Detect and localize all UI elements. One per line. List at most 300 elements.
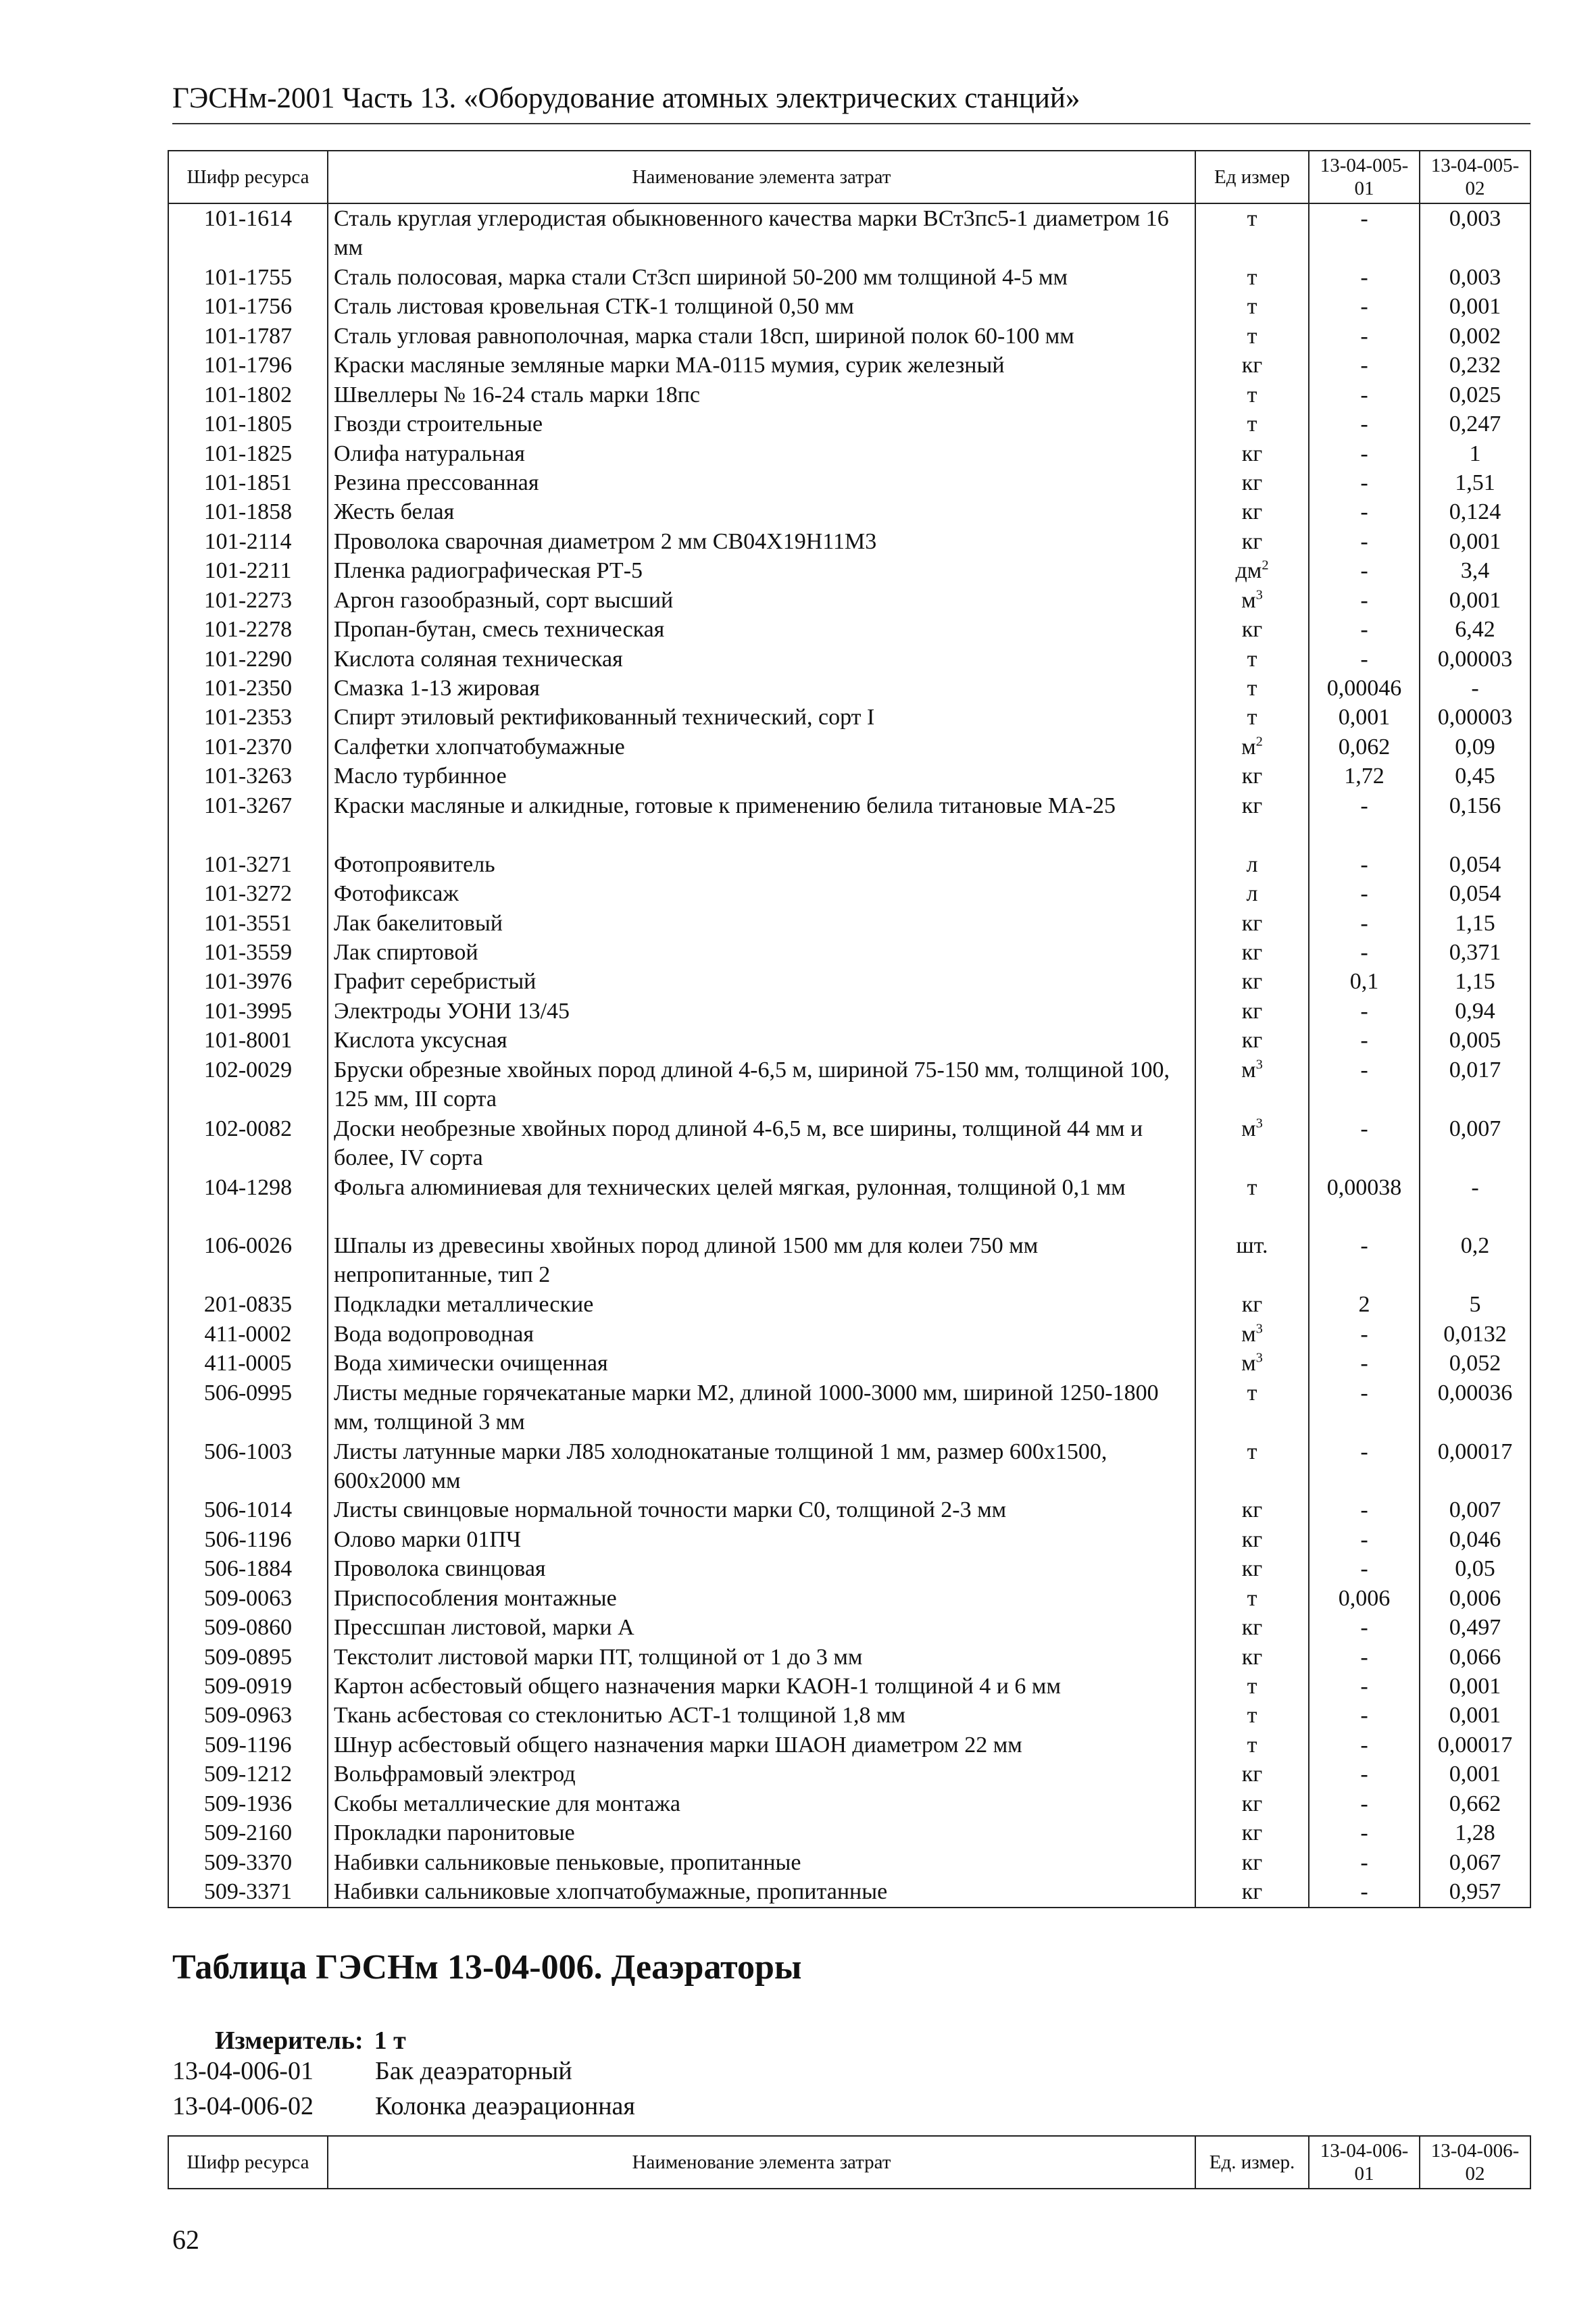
value-005-01-text: - (1360, 528, 1368, 554)
resource-code (168, 1877, 328, 1908)
resource-unit (1195, 615, 1309, 644)
value-005-02-text: 0,003 (1449, 264, 1501, 290)
resource-unit (1195, 909, 1309, 938)
resources-table-body (168, 203, 1530, 1908)
resource-unit-text: кг (1241, 969, 1263, 995)
value-005-01 (1309, 1818, 1420, 1847)
table-row (168, 967, 1530, 996)
unit-exponent: 3 (1255, 1116, 1263, 1131)
value-005-01 (1309, 1114, 1420, 1173)
resource-code (168, 1290, 328, 1319)
value-005-01-text: - (1360, 1879, 1368, 1905)
resource-name (328, 409, 1195, 439)
table-row (168, 1173, 1530, 1232)
value-005-01-text: - (1360, 206, 1368, 231)
table-row (168, 439, 1530, 468)
value-005-01-text: - (1360, 1791, 1368, 1816)
table-row (168, 1525, 1530, 1554)
value-005-02-text: 0,001 (1449, 1762, 1501, 1787)
resource-unit-text: кг (1241, 1497, 1263, 1523)
resource-name (328, 1613, 1195, 1642)
unit-exponent: 2 (1255, 734, 1263, 749)
value-005-01 (1309, 380, 1420, 409)
resource-name-text: Листы латунные марки Л85 холоднокатаные толщиной 1 мм, размер 600х1500, 600х2000 мм (334, 1439, 1107, 1493)
value-005-02 (1420, 791, 1530, 850)
resource-unit-text: м (1241, 1351, 1256, 1376)
resource-name-text: Аргон газообразный, сорт высший (334, 587, 674, 613)
resource-code (168, 263, 328, 292)
resource-name (328, 1320, 1195, 1349)
value-005-01 (1309, 1643, 1420, 1672)
value-005-02-text: 0,156 (1449, 793, 1501, 818)
resource-name-text: Олифа натуральная (334, 441, 525, 466)
value-005-01-text: - (1360, 617, 1368, 643)
resource-code-text: 411-0002 (204, 1321, 292, 1347)
value-005-02 (1420, 1026, 1530, 1055)
value-005-01 (1309, 439, 1420, 468)
value-005-02 (1420, 1114, 1530, 1173)
resource-code-text: 509-0063 (203, 1585, 293, 1611)
value-005-02-text: 0,09 (1455, 734, 1495, 760)
resource-name (328, 1173, 1195, 1232)
table-row (168, 556, 1530, 585)
table-row (168, 1760, 1530, 1789)
value-005-01-text: - (1360, 353, 1368, 378)
resource-name-text: Пленка радиографическая РТ-5 (334, 558, 643, 584)
resource-name-text: Листы свинцовые нормальной точности марки С0, толщиной 2-3 мм (334, 1497, 1007, 1523)
resource-code-text: 101-2290 (203, 646, 293, 672)
resource-unit-text: л (1246, 881, 1258, 907)
header2-v1: 13-04-006-01 (1309, 2136, 1420, 2189)
table-row (168, 1320, 1530, 1349)
resource-name (328, 615, 1195, 644)
value-005-01-text: 2 (1358, 1292, 1370, 1318)
resource-name (328, 967, 1195, 996)
value-005-02-text: 3,4 (1460, 558, 1490, 584)
table-row (168, 732, 1530, 762)
value-005-01-text: - (1360, 1233, 1368, 1259)
value-005-02 (1420, 527, 1530, 556)
resource-name-text: Сталь полосовая, марка стали Ст3сп шириной 50-200 мм толщиной 4-5 мм (334, 264, 1068, 290)
resource-name-text: Вода водопроводная (334, 1321, 534, 1347)
table-row (168, 1554, 1530, 1583)
resource-code-text: 411-0005 (204, 1351, 292, 1376)
resource-code (168, 1320, 328, 1349)
value-005-01 (1309, 645, 1420, 674)
value-005-02 (1420, 1378, 1530, 1437)
resource-code (168, 586, 328, 615)
value-005-02 (1420, 615, 1530, 644)
value-005-02-text: 0,001 (1449, 587, 1501, 613)
value-005-01 (1309, 1760, 1420, 1789)
resource-code-text: 101-2273 (203, 587, 293, 613)
resource-code-text: 509-0963 (203, 1703, 293, 1728)
resource-name (328, 1818, 1195, 1847)
resource-code (168, 409, 328, 439)
header2-v2: 13-04-006-02 (1420, 2136, 1530, 2189)
resource-code (168, 527, 328, 556)
resource-unit-text: т (1247, 1174, 1257, 1200)
resource-name-text: Лак спиртовой (334, 939, 478, 965)
value-005-01 (1309, 1672, 1420, 1701)
value-005-01 (1309, 1584, 1420, 1613)
table-row (168, 292, 1530, 321)
table-row (168, 1672, 1530, 1701)
table2-header-row (168, 2136, 1530, 2189)
value-005-01 (1309, 1437, 1420, 1496)
value-005-02-text: 0,957 (1449, 1879, 1501, 1905)
value-005-01-text: - (1360, 851, 1368, 877)
table-row (168, 909, 1530, 938)
page-header (172, 80, 1530, 124)
value-005-02-text: 0,007 (1449, 1497, 1501, 1523)
resource-name-text: Приспособления монтажные (334, 1585, 617, 1611)
value-005-01-text: - (1360, 910, 1368, 936)
resources-table (168, 150, 1531, 1908)
resource-code-text: 101-1802 (203, 382, 293, 407)
table-row (168, 527, 1530, 556)
page-number: 62 (172, 2224, 199, 2255)
resource-code-text: 509-0919 (203, 1674, 293, 1699)
value-005-01-text: - (1360, 382, 1368, 407)
resource-code (168, 1437, 328, 1496)
resource-name-text: Проволока свинцовая (334, 1556, 546, 1582)
value-005-01 (1309, 938, 1420, 967)
resource-unit-text: т (1247, 705, 1257, 730)
resource-code-text: 101-2211 (204, 558, 292, 584)
resource-name-text: Спирт этиловый ректификованный технический, сорт I (334, 705, 875, 730)
value-005-01 (1309, 322, 1420, 351)
resource-unit-text: кг (1241, 1292, 1263, 1318)
value-005-01-text: - (1360, 1526, 1368, 1552)
resource-unit (1195, 732, 1309, 762)
resource-code-text: 506-1884 (203, 1556, 293, 1582)
resource-unit-text: м (1241, 734, 1256, 760)
unit-exponent: 2 (1262, 557, 1269, 573)
value-005-01 (1309, 1554, 1420, 1583)
value-005-02-text: 0,001 (1449, 1703, 1501, 1728)
value-005-01-text: - (1360, 1674, 1368, 1699)
value-005-01-text: 0,062 (1338, 734, 1391, 760)
resource-name (328, 1848, 1195, 1877)
value-005-02 (1420, 1495, 1530, 1524)
table-row (168, 1495, 1530, 1524)
resource-code-text: 509-2160 (203, 1820, 293, 1846)
value-005-01 (1309, 703, 1420, 732)
resource-code (168, 351, 328, 380)
resource-unit (1195, 351, 1309, 380)
resource-name-text: Текстолит листовой марки ПТ, толщиной от 1 до 3 мм (334, 1644, 863, 1670)
resource-unit (1195, 1643, 1309, 1672)
value-005-02 (1420, 322, 1530, 351)
value-005-02-text: 1,51 (1455, 470, 1495, 495)
value-005-01 (1309, 1173, 1420, 1232)
value-005-01-text: - (1360, 323, 1368, 349)
resource-unit (1195, 292, 1309, 321)
value-005-02-text: 0,046 (1449, 1526, 1501, 1552)
resource-name-text: Сталь угловая равнополочная, марка стали 18сп, шириной полок 60-100 мм (334, 323, 1074, 349)
resource-unit (1195, 497, 1309, 526)
table-row (168, 997, 1530, 1026)
resource-name-text: Краски масляные земляные марки МА-0115 мумия, сурик железный (334, 353, 1005, 378)
value-005-01-text: - (1360, 1556, 1368, 1582)
resource-unit-text: кг (1241, 1849, 1263, 1875)
resource-name-text: Жесть белая (334, 499, 455, 525)
meter-line (215, 2024, 406, 2057)
value-005-02-text: 0,00036 (1437, 1380, 1513, 1405)
value-005-01-text: 0,006 (1338, 1585, 1391, 1611)
value-005-02 (1420, 1554, 1530, 1583)
resource-name (328, 1026, 1195, 1055)
resource-code (168, 1848, 328, 1877)
resource-code-text: 101-3271 (203, 851, 293, 877)
resource-code-text: 101-2278 (203, 617, 293, 643)
resource-unit-text: т (1247, 1674, 1257, 1699)
resource-unit (1195, 1055, 1309, 1114)
resource-name (328, 1731, 1195, 1760)
resource-unit-text: кг (1241, 499, 1263, 525)
value-005-02-text: 0,007 (1449, 1116, 1501, 1141)
resource-code-text: 506-1014 (203, 1497, 293, 1523)
value-005-02 (1420, 1231, 1530, 1290)
page-header-title: ГЭСНм-2001 Часть 13. «Оборудование атомных электрических станций» (172, 82, 1080, 114)
value-005-02-text: 0,001 (1449, 1674, 1501, 1699)
resource-code-text: 509-1936 (203, 1791, 293, 1816)
value-005-02-text: 5 (1469, 1292, 1481, 1318)
value-005-02-text: 0,45 (1455, 764, 1495, 789)
resource-code (168, 468, 328, 497)
resource-code (168, 1173, 328, 1232)
table-row (168, 762, 1530, 791)
resource-unit-text: кг (1241, 353, 1263, 378)
value-005-02 (1420, 497, 1530, 526)
value-005-01-text: 1,72 (1344, 764, 1385, 789)
value-005-02 (1420, 1613, 1530, 1642)
resource-unit (1195, 997, 1309, 1026)
header2-code: Шифр ресурса (168, 2136, 328, 2189)
resource-unit (1195, 1173, 1309, 1232)
resource-name (328, 1290, 1195, 1319)
table-row (168, 1848, 1530, 1877)
unit-exponent: 3 (1255, 1321, 1263, 1337)
resource-name (328, 1525, 1195, 1554)
header-name: Наименование элемента затрат (328, 151, 1195, 203)
resource-code (168, 909, 328, 938)
variant-name: Колонка деаэрационная (375, 2092, 635, 2120)
resource-name (328, 439, 1195, 468)
value-005-01 (1309, 351, 1420, 380)
value-005-02 (1420, 1320, 1530, 1349)
value-005-02-text: 0,066 (1449, 1644, 1501, 1670)
resource-unit (1195, 439, 1309, 468)
value-005-01-text: - (1360, 441, 1368, 466)
resource-code (168, 1378, 328, 1437)
value-005-02 (1420, 703, 1530, 732)
resource-name (328, 468, 1195, 497)
table-row (168, 1613, 1530, 1642)
resource-name (328, 1231, 1195, 1290)
value-005-02 (1420, 1848, 1530, 1877)
resource-code-text: 101-2353 (203, 705, 293, 730)
resource-name-text: Олово марки 01ПЧ (334, 1526, 522, 1552)
value-005-02-text: 0,054 (1449, 881, 1501, 907)
resource-name-text: Прокладки паронитовые (334, 1820, 575, 1846)
resource-name (328, 1701, 1195, 1730)
resource-code-text: 506-1196 (204, 1526, 292, 1552)
resource-code (168, 1672, 328, 1701)
resource-unit-text: т (1247, 264, 1257, 290)
value-005-02 (1420, 1701, 1530, 1730)
resource-code (168, 1055, 328, 1114)
resource-unit-text: кг (1241, 617, 1263, 643)
resource-unit-text: т (1247, 1585, 1257, 1611)
resource-code (168, 762, 328, 791)
value-005-02 (1420, 1643, 1530, 1672)
resource-code-text: 506-1003 (203, 1439, 293, 1464)
resource-code-text: 101-1805 (203, 412, 293, 437)
resource-code (168, 1701, 328, 1730)
resource-code (168, 439, 328, 468)
table-row (168, 703, 1530, 732)
resource-name (328, 351, 1195, 380)
value-005-02-text: 0,025 (1449, 382, 1501, 407)
resource-unit (1195, 1525, 1309, 1554)
value-005-01 (1309, 1290, 1420, 1319)
value-005-02-text: 6,42 (1455, 617, 1495, 643)
resource-unit-text: кг (1241, 764, 1263, 789)
resource-name (328, 645, 1195, 674)
resource-unit-text: кг (1241, 1526, 1263, 1552)
table-row (168, 1378, 1530, 1437)
resource-unit-text: т (1247, 294, 1257, 320)
value-005-01 (1309, 909, 1420, 938)
resource-code-text: 101-3272 (203, 881, 293, 907)
value-005-02-text: 0,017 (1449, 1057, 1501, 1082)
resource-code-text: 101-1614 (203, 206, 293, 231)
value-005-01 (1309, 1026, 1420, 1055)
resource-unit (1195, 1320, 1309, 1349)
resource-code-text: 101-3995 (203, 998, 293, 1024)
resource-code (168, 1349, 328, 1378)
resource-unit (1195, 1613, 1309, 1642)
resource-name-text: Сталь листовая кровельная СТК-1 толщиной 0,50 мм (334, 294, 854, 320)
value-005-01-text: - (1360, 1644, 1368, 1670)
header-unit: Ед измер (1195, 151, 1309, 203)
resource-unit-text: т (1247, 206, 1257, 231)
value-005-01 (1309, 1231, 1420, 1290)
resource-code (168, 997, 328, 1026)
value-005-01 (1309, 203, 1420, 263)
resource-name (328, 380, 1195, 409)
value-005-02 (1420, 762, 1530, 791)
value-005-02-text: 0,497 (1449, 1615, 1501, 1641)
resource-name (328, 1437, 1195, 1496)
resource-unit (1195, 1437, 1309, 1496)
resource-unit (1195, 1349, 1309, 1378)
table-row (168, 1026, 1530, 1055)
resource-code-text: 102-0029 (203, 1057, 293, 1082)
value-005-02 (1420, 879, 1530, 908)
value-005-01-text: - (1360, 1497, 1368, 1523)
value-005-01 (1309, 615, 1420, 644)
resource-unit-text: кг (1241, 939, 1263, 965)
resource-unit (1195, 967, 1309, 996)
resource-unit (1195, 586, 1309, 615)
value-005-01-text: - (1360, 1732, 1368, 1758)
resource-name (328, 292, 1195, 321)
resource-name (328, 703, 1195, 732)
value-005-01 (1309, 850, 1420, 879)
table-row (168, 938, 1530, 967)
resource-name (328, 791, 1195, 850)
resource-unit (1195, 1584, 1309, 1613)
value-005-01-text: - (1360, 1703, 1368, 1728)
resource-code (168, 203, 328, 263)
resource-unit-text: т (1247, 382, 1257, 407)
value-005-01-text: - (1360, 646, 1368, 672)
value-005-02 (1420, 1584, 1530, 1613)
resource-name-text: Подкладки металлические (334, 1292, 594, 1318)
resource-name-text: Фотофиксаж (334, 881, 459, 907)
variant-name: Бак деаэраторный (375, 2057, 572, 2085)
value-005-01-text: - (1360, 558, 1368, 584)
resource-unit-text: кг (1241, 1556, 1263, 1582)
resource-unit (1195, 674, 1309, 703)
resource-code-text: 104-1298 (203, 1174, 293, 1200)
resource-code-text: 101-2114 (204, 528, 292, 554)
value-005-02 (1420, 1731, 1530, 1760)
value-005-01 (1309, 292, 1420, 321)
resource-code-text: 101-3267 (203, 793, 293, 818)
resource-name-text: Фотопроявитель (334, 851, 495, 877)
value-005-02 (1420, 1760, 1530, 1789)
resource-code-text: 101-3559 (203, 939, 293, 965)
unit-exponent: 3 (1255, 587, 1263, 603)
resource-unit-text: шт. (1236, 1233, 1268, 1259)
table-row (168, 203, 1530, 263)
resource-name-text: Прессшпан листовой, марки А (334, 1615, 634, 1641)
resource-code-text: 509-3370 (203, 1849, 293, 1875)
resource-code (168, 1231, 328, 1290)
table-row (168, 850, 1530, 879)
resource-unit (1195, 527, 1309, 556)
table-row (168, 615, 1530, 644)
resource-unit-text: т (1247, 1439, 1257, 1464)
table-row (168, 263, 1530, 292)
value-005-01-text: - (1360, 793, 1368, 818)
value-005-02-text: 0,003 (1449, 206, 1501, 231)
resource-unit (1195, 1114, 1309, 1173)
value-005-01 (1309, 1701, 1420, 1730)
table-row (168, 674, 1530, 703)
resource-unit (1195, 263, 1309, 292)
resource-name (328, 1643, 1195, 1672)
resource-name-text: Кислота уксусная (334, 1028, 507, 1053)
resource-name-text: Вода химически очищенная (334, 1351, 608, 1376)
resource-name-text: Краски масляные и алкидные, готовые к применению белила титановые МА-25 (334, 793, 1116, 818)
resource-unit (1195, 1378, 1309, 1437)
table-row (168, 586, 1530, 615)
resource-name-text: Вольфрамовый электрод (334, 1762, 576, 1787)
value-005-01-text: - (1360, 939, 1368, 965)
value-005-02 (1420, 997, 1530, 1026)
resource-code-text: 509-1196 (204, 1732, 292, 1758)
table-row (168, 1731, 1530, 1760)
table-row (168, 1231, 1530, 1290)
resource-code (168, 1114, 328, 1173)
value-005-01-text: - (1360, 412, 1368, 437)
resource-name (328, 1584, 1195, 1613)
